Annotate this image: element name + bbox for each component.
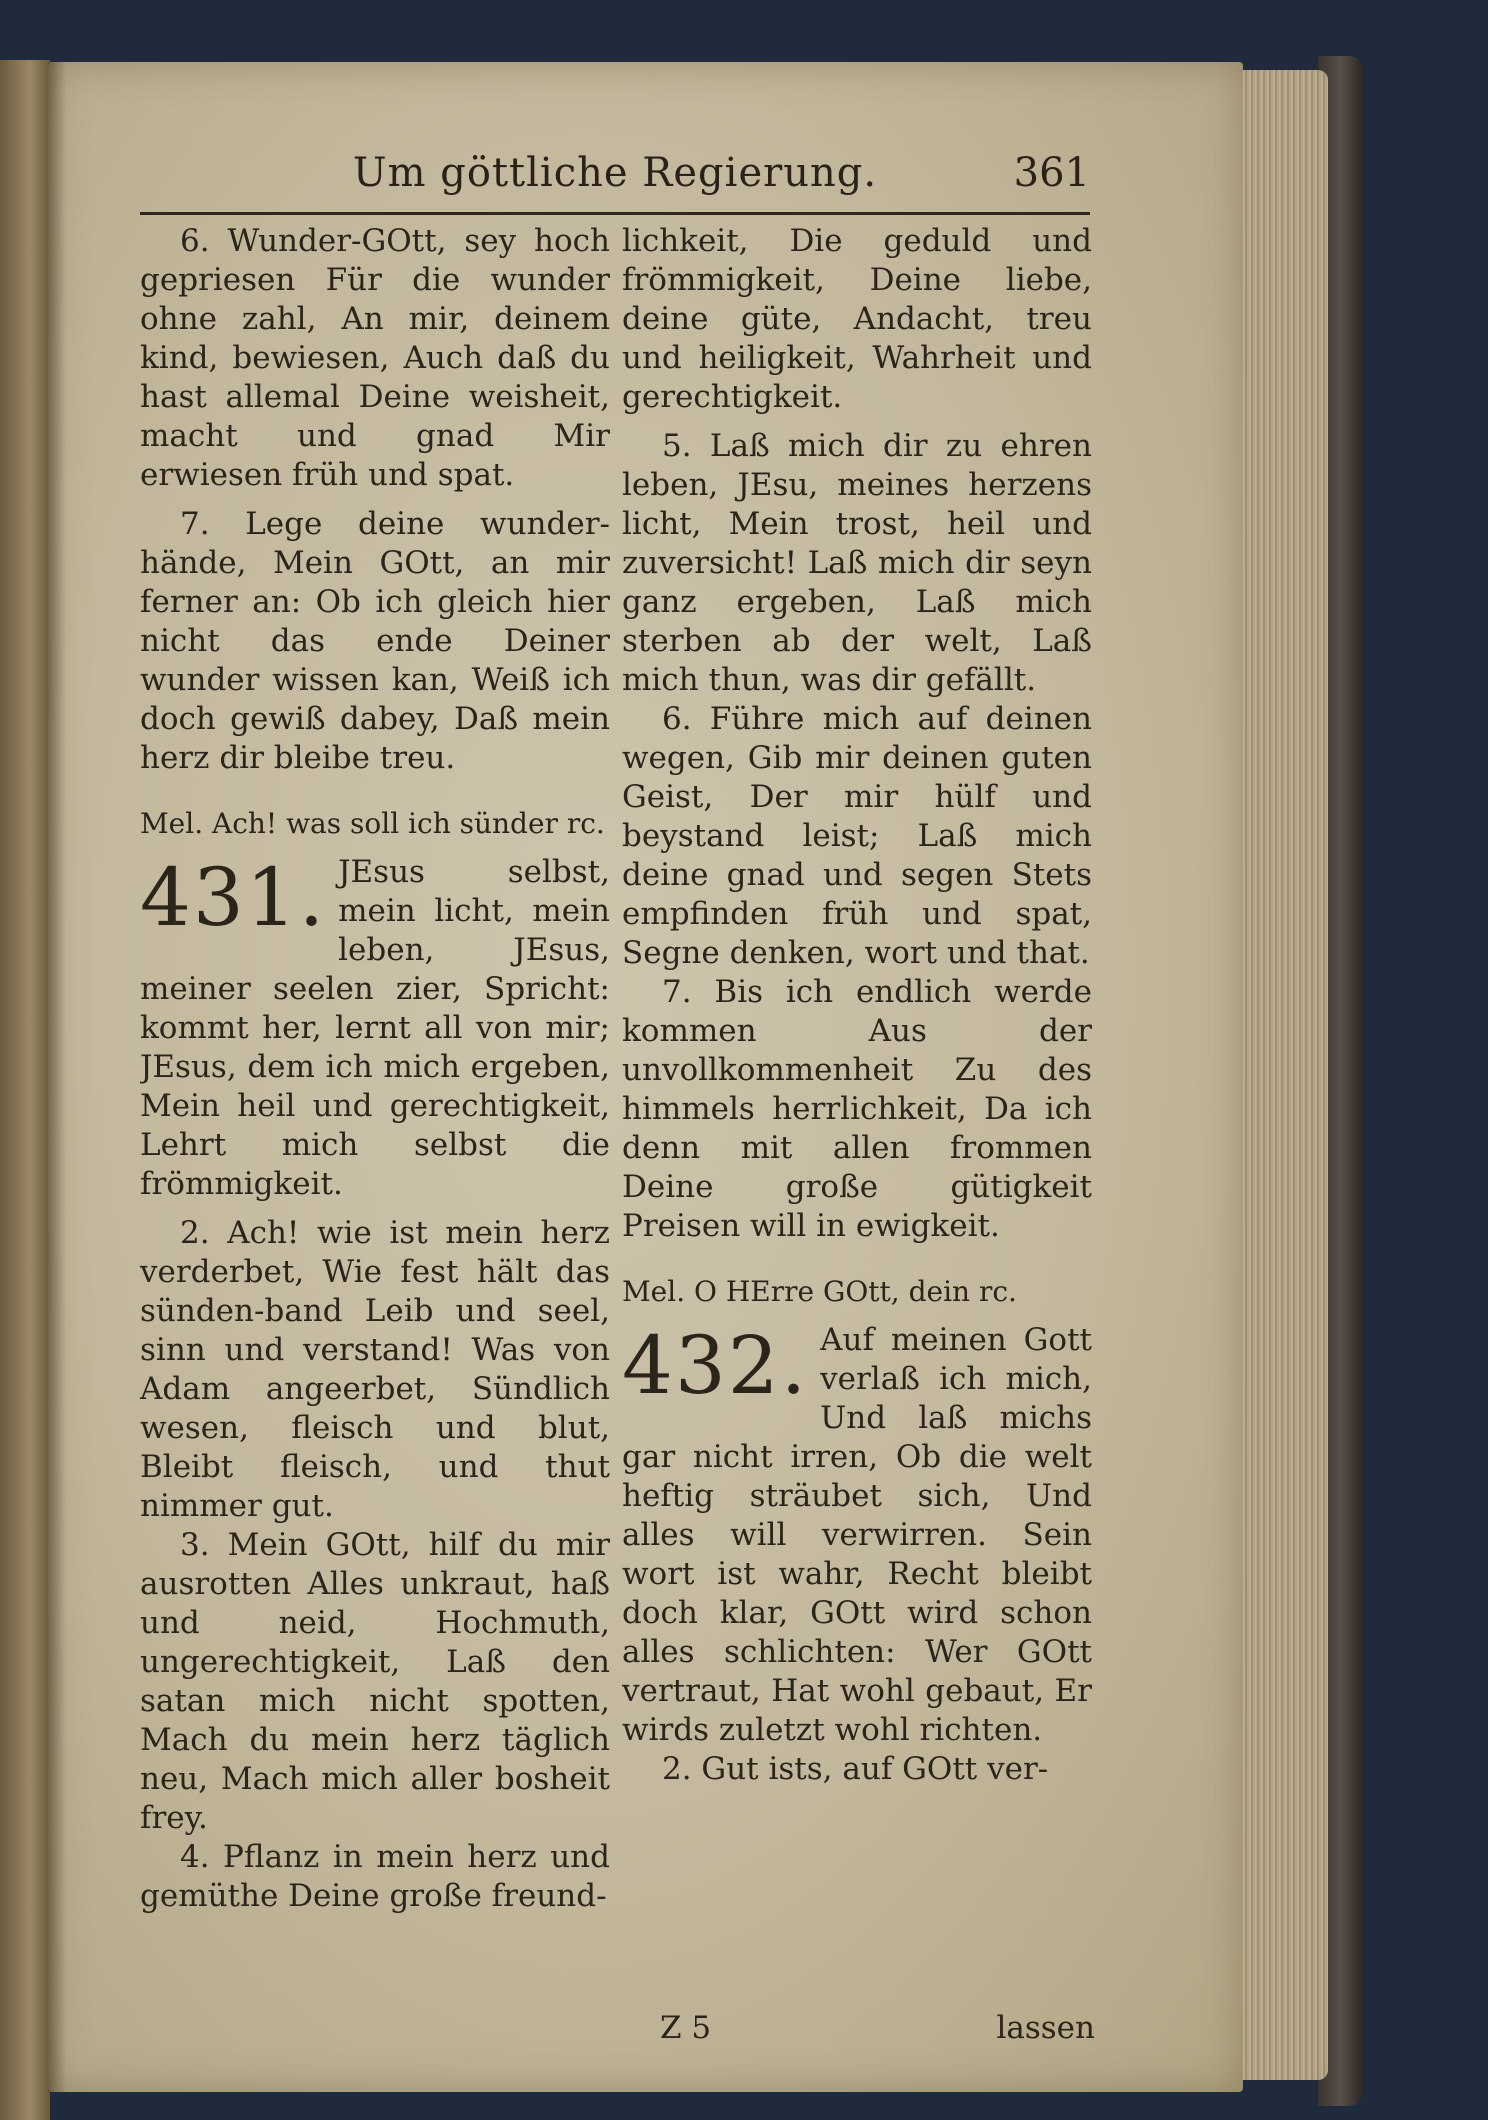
right-column — [622, 222, 1092, 1789]
left-column — [140, 222, 610, 1916]
verse-paragraph: 2. Gut ists, auf GOtt ver- — [662, 1751, 1049, 1787]
verse-paragraph: 2. Ach! wie ist mein herz verderbet, Wie fest hält das sünden-band Leib und seel, sinn und verstand! Was von Adam angeerbet, Sündlich wesen, fleisch und blut, Bleibt fleisch, und thut nimmer gut. — [140, 1215, 610, 1524]
verse-paragraph: 4. Pflanz in mein herz und gemüthe Deine große freund- — [140, 1839, 610, 1914]
page-footer — [660, 2010, 1095, 2054]
page-block-edge — [1236, 70, 1328, 2080]
signature-mark: Z 5 — [660, 2010, 712, 2046]
page-number: 361 — [1013, 150, 1090, 196]
running-title: Um göttliche Regierung. — [352, 150, 878, 196]
header-rule — [140, 212, 1090, 215]
melody-line: Mel. Ach! was soll ich sünder rc. — [140, 807, 605, 840]
hymn-opening — [622, 1321, 1092, 1750]
verse-paragraph: 7. Lege deine wunder-hände, Mein GOtt, an mir ferner an: Ob ich gleich hier nicht das ende Deiner wunder wissen kan, Weiß ich doch gewiß dabey, Daß mein herz dir bleibe treu. — [140, 506, 610, 776]
verse-paragraph: 6. Wunder-GOtt, sey hoch gepriesen Für die wunder ohne zahl, An mir, deinem kind, bewiesen, Auch daß du hast allemal Deine weisheit, macht und gnad Mir erwiesen früh und spat. — [140, 223, 610, 493]
catchword: lassen — [996, 2010, 1095, 2046]
hymn-first-verse: Auf meinen Gott verlaß ich mich, Und laß michs gar nicht irren, Ob die welt heftig sträubet sich, Und alles will verwirren. Sein wort ist wahr, Recht bleibt doch klar, GOtt wird schon alles schlichten: Wer GOtt vertraut, Hat wohl gebaut, Er wirds zuletzt wohl richten. — [622, 1322, 1092, 1748]
gutter-shadow — [48, 62, 66, 2092]
running-head — [140, 150, 1090, 206]
verse-paragraph: 3. Mein GOtt, hilf du mir ausrotten Alles unkraut, haß und neid, Hochmuth, ungerechtigkeit, Laß den satan mich nicht spotten, Mach du mein herz täglich neu, Mach mich aller bosheit frey. — [140, 1527, 610, 1836]
melody-line: Mel. O HErre GOtt, dein rc. — [622, 1275, 1017, 1308]
verse-paragraph: 7. Bis ich endlich werde kommen Aus der unvollkommenheit Zu des himmels herrlichkeit, Da ich denn mit allen frommen Deine große gütigkeit Preisen will in ewigkeit. — [622, 974, 1092, 1244]
verse-paragraph: 6. Führe mich auf deinen wegen, Gib mir deinen guten Geist, Der mir hülf und beystand leist; Laß mich deine gnad und segen Stets empfinden früh und spat, Segne denken, wort und that. — [622, 701, 1092, 971]
hymn-number: 431. — [140, 853, 327, 944]
hymn-opening — [140, 853, 610, 1204]
previous-page-edge — [0, 60, 50, 2120]
hymn-number: 432. — [622, 1321, 809, 1412]
verse-paragraph: 5. Laß mich dir zu ehren leben, JEsu, meines herzens licht, Mein trost, heil und zuversicht! Laß mich dir seyn ganz ergeben, Laß mich sterben ab der welt, Laß mich thun, was dir gefällt. — [622, 428, 1092, 698]
hymn-first-verse: JEsus selbst, mein licht, mein leben, JEsus, meiner seelen zier, Spricht: kommt her, lernt all von mir; JEsus, dem ich mich ergeben, Mein heil und gerechtigkeit, Lehrt mich selbst die frömmigkeit. — [140, 854, 610, 1202]
verse-paragraph: lichkeit, Die geduld und frömmigkeit, Deine liebe, deine güte, Andacht, treu und heiligkeit, Wahrheit und gerechtigkeit. — [622, 223, 1092, 415]
